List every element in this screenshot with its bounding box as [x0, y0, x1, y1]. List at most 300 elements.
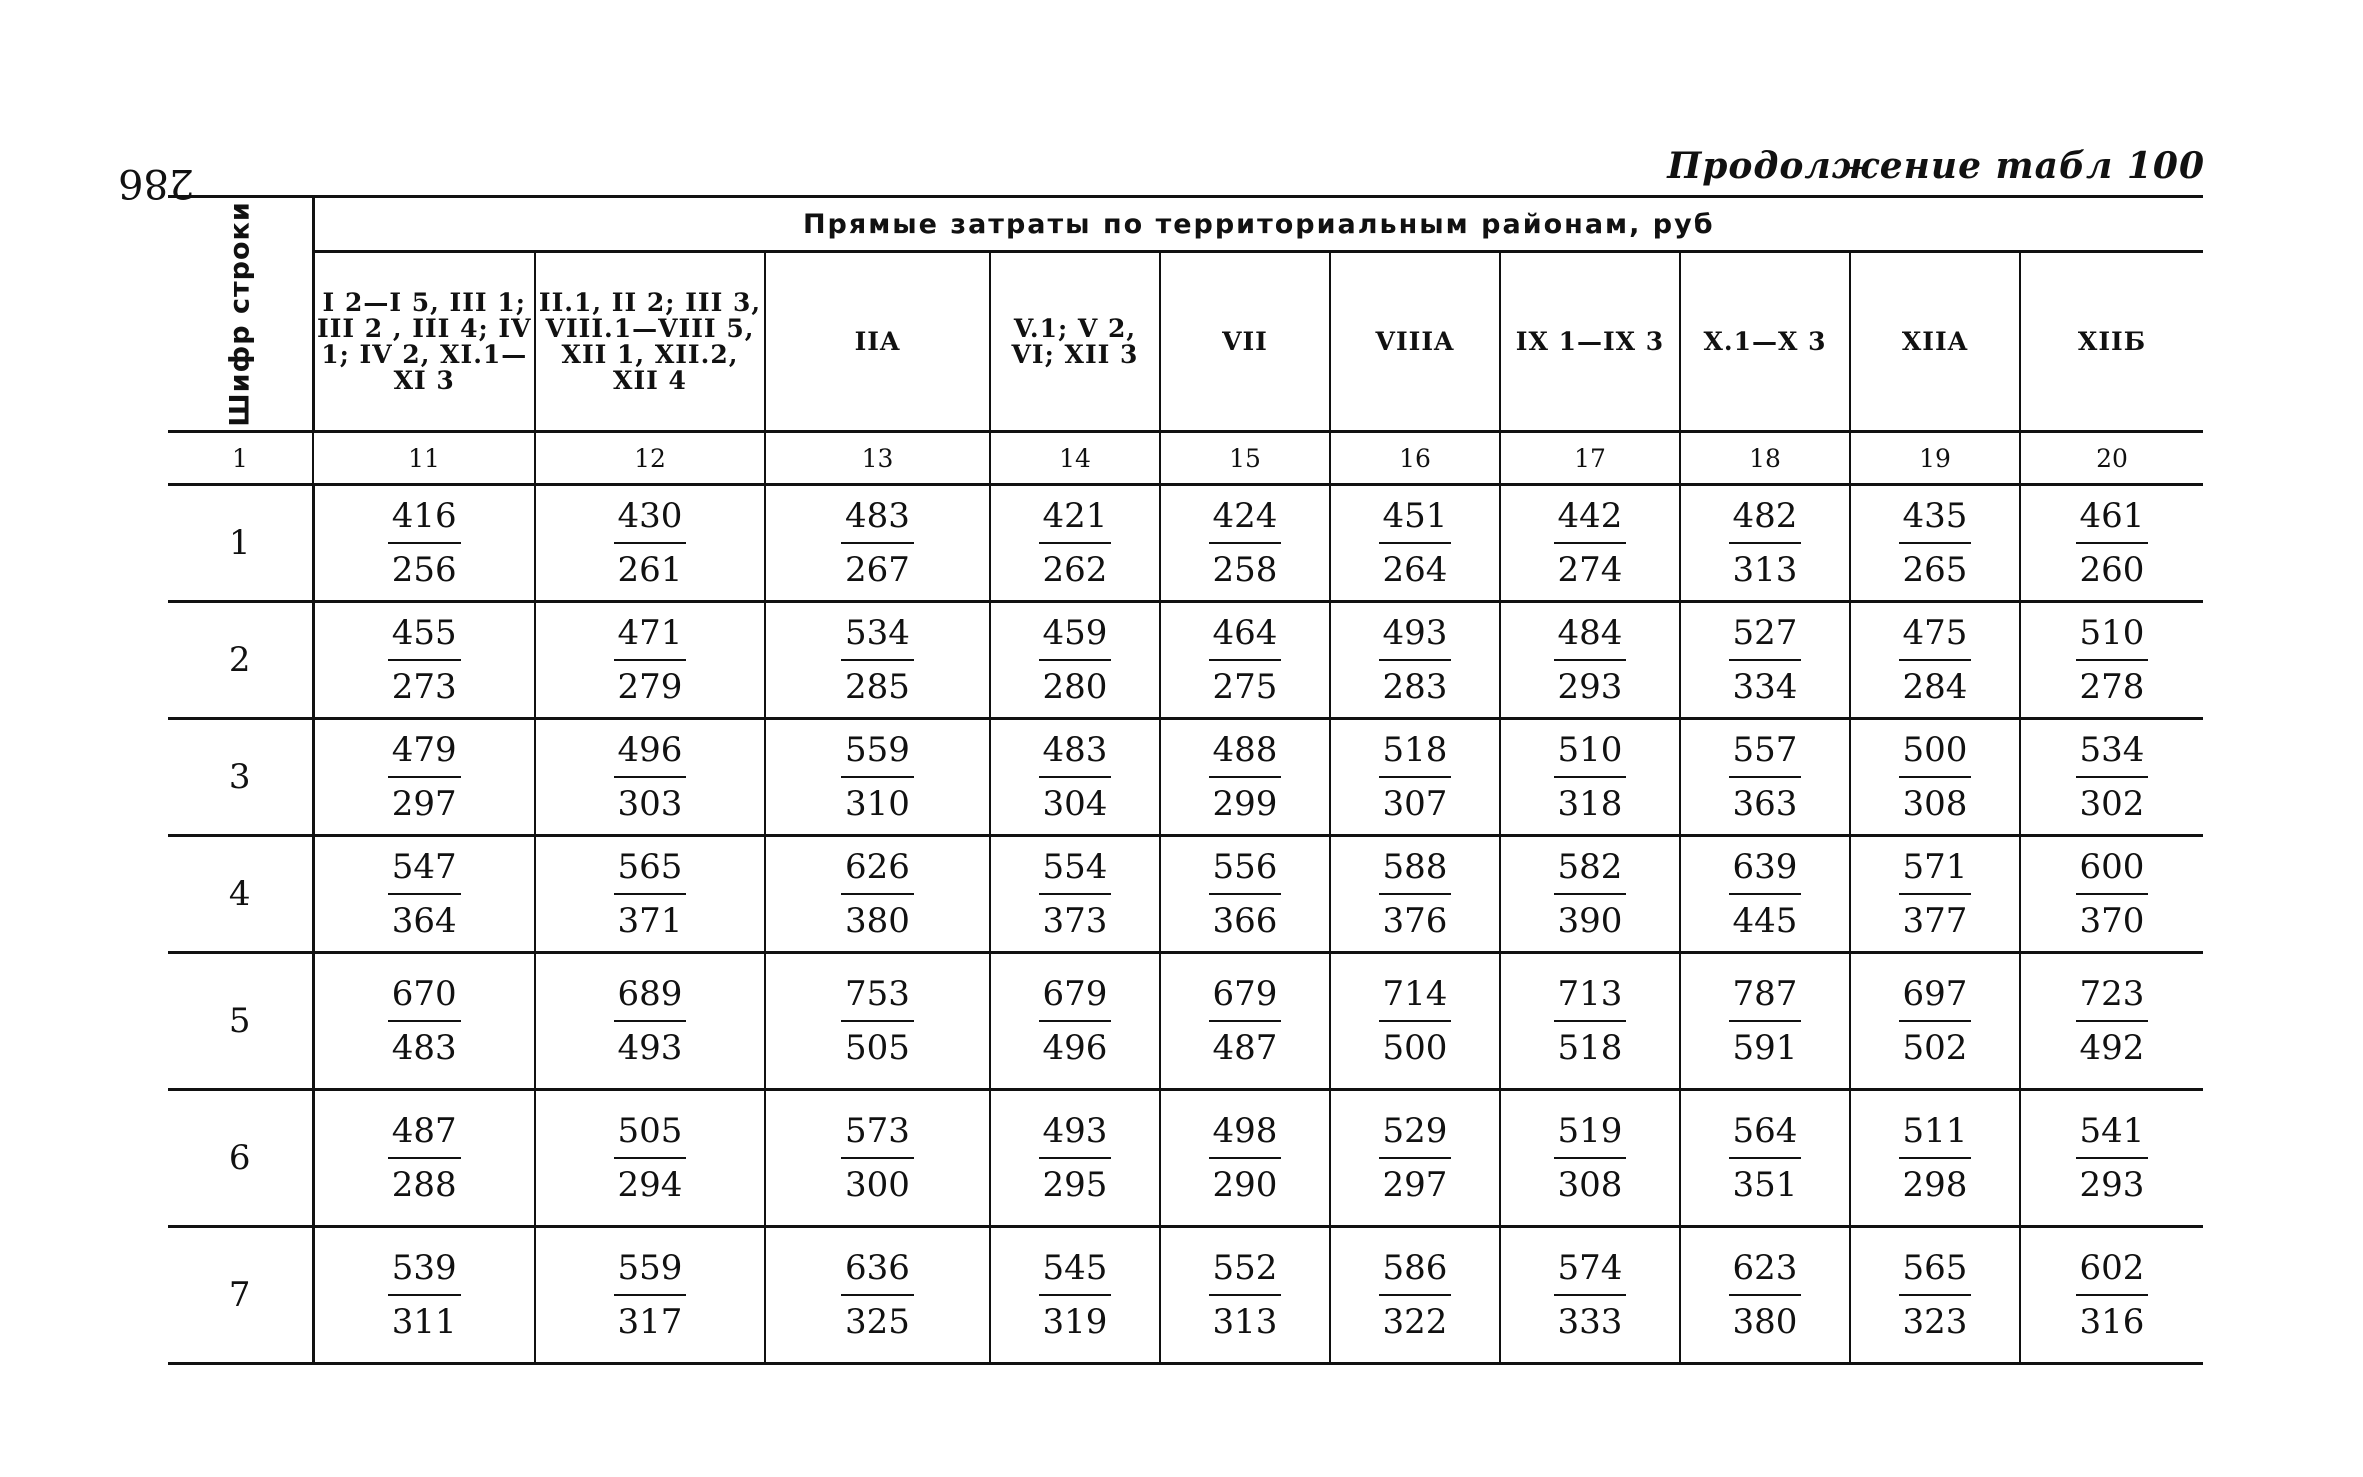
region-header: XIIБ [2020, 252, 2203, 432]
cost-cell [990, 953, 1160, 1090]
cost-denominator: 500 [1382, 1028, 1448, 1068]
cost-numerator: 586 [1379, 1242, 1452, 1296]
cost-fraction [1039, 607, 1112, 713]
cost-fraction [2076, 1105, 2149, 1211]
cost-fraction [614, 968, 687, 1074]
cost-denominator: 288 [391, 1165, 457, 1205]
cost-numerator: 534 [841, 607, 914, 661]
cost-numerator: 714 [1379, 968, 1452, 1022]
cost-denominator: 262 [1042, 550, 1108, 590]
row-code: 3 [168, 719, 313, 836]
cost-denominator: 256 [391, 550, 457, 590]
cost-cell [2020, 836, 2203, 953]
cost-fraction [388, 490, 461, 596]
cost-denominator: 333 [1557, 1302, 1623, 1342]
cost-cell [1850, 485, 2020, 602]
cost-cell [1500, 1227, 1680, 1364]
cost-numerator: 529 [1379, 1105, 1452, 1159]
cost-fraction [1729, 968, 1802, 1074]
region-header: V.1; V 2, VI; XII 3 [990, 252, 1160, 432]
cost-cell [1160, 1227, 1330, 1364]
cost-fraction [1899, 841, 1972, 947]
cost-denominator: 295 [1042, 1165, 1108, 1205]
cost-denominator: 300 [845, 1165, 910, 1205]
cost-denominator: 279 [617, 667, 683, 707]
cost-numerator: 547 [388, 841, 461, 895]
table-row [168, 485, 2203, 602]
cost-denominator: 319 [1042, 1302, 1108, 1342]
cost-denominator: 370 [2079, 901, 2145, 941]
cost-denominator: 323 [1902, 1302, 1968, 1342]
cost-cell [313, 953, 535, 1090]
region-header: VII [1160, 252, 1330, 432]
cost-numerator: 697 [1899, 968, 1972, 1022]
cost-numerator: 539 [388, 1242, 461, 1296]
cost-numerator: 554 [1039, 841, 1112, 895]
cost-numerator: 626 [841, 841, 914, 895]
cost-numerator: 556 [1209, 841, 1282, 895]
cost-denominator: 278 [2079, 667, 2145, 707]
cost-numerator: 565 [1899, 1242, 1972, 1296]
cost-cell [313, 1227, 535, 1364]
cost-numerator: 442 [1554, 490, 1627, 544]
cost-fraction [1039, 1105, 1112, 1211]
page-number: 286 [118, 160, 195, 206]
cost-cell [765, 602, 990, 719]
column-number: 18 [1680, 432, 1850, 485]
table-row [168, 953, 2203, 1090]
cost-cell [1330, 836, 1500, 953]
cost-numerator: 483 [1039, 724, 1112, 778]
cost-fraction [2076, 1242, 2149, 1348]
cost-denominator: 376 [1382, 901, 1448, 941]
cost-cell [535, 602, 765, 719]
cost-numerator: 565 [614, 841, 687, 895]
cost-cell [1330, 719, 1500, 836]
cost-fraction [614, 1242, 687, 1348]
cost-table [168, 195, 2203, 1365]
cost-numerator: 430 [614, 490, 687, 544]
cost-numerator: 559 [841, 724, 914, 778]
cost-fraction [1209, 607, 1282, 713]
cost-numerator: 471 [614, 607, 687, 661]
cost-numerator: 455 [388, 607, 461, 661]
cost-fraction [1209, 1242, 1282, 1348]
row-code: 6 [168, 1090, 313, 1227]
cost-fraction [1554, 1105, 1627, 1211]
cost-numerator: 557 [1729, 724, 1802, 778]
column-number: 11 [313, 432, 535, 485]
cost-denominator: 265 [1902, 550, 1968, 590]
cost-numerator: 510 [2076, 607, 2149, 661]
cost-cell [1500, 719, 1680, 836]
table-row [168, 602, 2203, 719]
cost-numerator: 461 [2076, 490, 2149, 544]
cost-denominator: 373 [1042, 901, 1108, 941]
cost-numerator: 496 [614, 724, 687, 778]
cost-fraction [1379, 490, 1452, 596]
cost-denominator: 299 [1212, 784, 1278, 824]
cost-numerator: 571 [1899, 841, 1972, 895]
cost-numerator: 416 [388, 490, 461, 544]
cost-cell [1330, 953, 1500, 1090]
cost-cell [1330, 1090, 1500, 1227]
cost-numerator: 670 [388, 968, 461, 1022]
cost-fraction [841, 724, 914, 830]
cost-numerator: 488 [1209, 724, 1282, 778]
cost-cell [535, 953, 765, 1090]
cost-cell [1160, 836, 1330, 953]
cost-cell [2020, 719, 2203, 836]
cost-numerator: 541 [2076, 1105, 2149, 1159]
cost-numerator: 424 [1209, 490, 1282, 544]
cost-cell [2020, 953, 2203, 1090]
cost-fraction [2076, 607, 2149, 713]
cost-cell [765, 485, 990, 602]
table-row [168, 1090, 2203, 1227]
cost-denominator: 325 [845, 1302, 910, 1342]
cost-fraction [1379, 841, 1452, 947]
cost-denominator: 297 [1382, 1165, 1448, 1205]
cost-fraction [614, 1105, 687, 1211]
cost-numerator: 689 [614, 968, 687, 1022]
column-number: 20 [2020, 432, 2203, 485]
cost-fraction [1729, 1105, 1802, 1211]
cost-numerator: 475 [1899, 607, 1972, 661]
cost-fraction [388, 841, 461, 947]
cost-numerator: 451 [1379, 490, 1452, 544]
cost-numerator: 564 [1729, 1105, 1802, 1159]
cost-fraction [1039, 968, 1112, 1074]
row-code: 4 [168, 836, 313, 953]
cost-numerator: 787 [1729, 968, 1802, 1022]
cost-denominator: 502 [1902, 1028, 1968, 1068]
cost-denominator: 260 [2079, 550, 2145, 590]
cost-denominator: 366 [1212, 901, 1278, 941]
cost-denominator: 483 [391, 1028, 457, 1068]
cost-cell [1160, 602, 1330, 719]
cost-denominator: 273 [391, 667, 457, 707]
cost-fraction [841, 841, 914, 947]
cost-fraction [388, 607, 461, 713]
cost-denominator: 308 [1557, 1165, 1623, 1205]
cost-cell [313, 1090, 535, 1227]
cost-denominator: 280 [1042, 667, 1108, 707]
cost-cell [1160, 1090, 1330, 1227]
cost-denominator: 377 [1902, 901, 1968, 941]
cost-numerator: 574 [1554, 1242, 1627, 1296]
cost-cell [1160, 953, 1330, 1090]
cost-cell [765, 1227, 990, 1364]
cost-denominator: 371 [617, 901, 683, 941]
cost-fraction [2076, 490, 2149, 596]
cost-denominator: 290 [1212, 1165, 1278, 1205]
cost-numerator: 623 [1729, 1242, 1802, 1296]
row-code: 7 [168, 1227, 313, 1364]
region-header: XIIA [1850, 252, 2020, 432]
cost-numerator: 723 [2076, 968, 2149, 1022]
cost-fraction [614, 607, 687, 713]
cost-numerator: 639 [1729, 841, 1802, 895]
cost-fraction [388, 968, 461, 1074]
cost-cell [990, 719, 1160, 836]
cost-fraction [1209, 841, 1282, 947]
cost-cell [1680, 953, 1850, 1090]
cost-denominator: 303 [617, 784, 683, 824]
cost-denominator: 284 [1902, 667, 1968, 707]
cost-fraction [1554, 490, 1627, 596]
cost-fraction [2076, 968, 2149, 1074]
cost-denominator: 274 [1557, 550, 1623, 590]
cost-fraction [1554, 1242, 1627, 1348]
cost-denominator: 313 [1212, 1302, 1278, 1342]
column-number: 13 [765, 432, 990, 485]
row-code: 1 [168, 485, 313, 602]
cost-cell [765, 953, 990, 1090]
cost-fraction [841, 1105, 914, 1211]
cost-denominator: 317 [617, 1302, 683, 1342]
cost-fraction [2076, 841, 2149, 947]
cost-fraction [1209, 1105, 1282, 1211]
region-header: VIIIA [1330, 252, 1500, 432]
cost-denominator: 380 [845, 901, 910, 941]
cost-fraction [388, 724, 461, 830]
cost-fraction [1039, 841, 1112, 947]
cost-cell [313, 836, 535, 953]
cost-denominator: 285 [845, 667, 910, 707]
cost-cell [1160, 485, 1330, 602]
column-number: 14 [990, 432, 1160, 485]
cost-denominator: 283 [1382, 667, 1448, 707]
cost-cell [535, 1227, 765, 1364]
cost-fraction [1209, 968, 1282, 1074]
rowcode-header-label: Шифр строки [224, 201, 256, 427]
cost-fraction [1899, 724, 1972, 830]
cost-fraction [1899, 607, 1972, 713]
cost-numerator: 582 [1554, 841, 1627, 895]
region-header: X.1—X 3 [1680, 252, 1850, 432]
cost-cell [1850, 953, 2020, 1090]
cost-denominator: 390 [1557, 901, 1623, 941]
cost-fraction [1379, 607, 1452, 713]
cost-fraction [1379, 1105, 1452, 1211]
cost-cell [1500, 836, 1680, 953]
cost-numerator: 519 [1554, 1105, 1627, 1159]
cost-cell [1680, 836, 1850, 953]
cost-denominator: 313 [1732, 550, 1798, 590]
cost-cell [535, 1090, 765, 1227]
cost-fraction [1039, 490, 1112, 596]
cost-numerator: 510 [1554, 724, 1627, 778]
cost-cell [1850, 719, 2020, 836]
cost-fraction [1554, 968, 1627, 1074]
cost-cell [1160, 719, 1330, 836]
cost-cell [1680, 1227, 1850, 1364]
cost-denominator: 308 [1902, 784, 1968, 824]
cost-cell [1500, 485, 1680, 602]
cost-numerator: 493 [1039, 1105, 1112, 1159]
cost-fraction [1729, 1242, 1802, 1348]
cost-cell [313, 602, 535, 719]
cost-cell [535, 719, 765, 836]
cost-fraction [1554, 607, 1627, 713]
cost-fraction [1899, 490, 1972, 596]
row-code: 5 [168, 953, 313, 1090]
cost-fraction [1899, 1242, 1972, 1348]
region-header: I 2—I 5, III 1; III 2 , III 4; IV 1; IV 2, XI.1—XI 3 [313, 252, 535, 432]
cost-fraction [388, 1105, 461, 1211]
cost-cell [2020, 1227, 2203, 1364]
cost-fraction [841, 968, 914, 1074]
cost-fraction [1379, 1242, 1452, 1348]
cost-cell [313, 719, 535, 836]
cost-fraction [1729, 490, 1802, 596]
cost-fraction [614, 841, 687, 947]
cost-numerator: 498 [1209, 1105, 1282, 1159]
cost-cell [1500, 1090, 1680, 1227]
cost-denominator: 380 [1732, 1302, 1798, 1342]
cost-numerator: 464 [1209, 607, 1282, 661]
cost-fraction [1209, 724, 1282, 830]
cost-cell [990, 836, 1160, 953]
column-number: 1 [168, 432, 313, 485]
cost-denominator: 302 [2079, 784, 2145, 824]
cost-cell [1500, 953, 1680, 1090]
cost-fraction [1379, 968, 1452, 1074]
cost-numerator: 493 [1379, 607, 1452, 661]
cost-cell [2020, 1090, 2203, 1227]
cost-cell [990, 1090, 1160, 1227]
cost-cell [1680, 719, 1850, 836]
cost-denominator: 293 [2079, 1165, 2145, 1205]
cost-numerator: 679 [1209, 968, 1282, 1022]
cost-denominator: 293 [1557, 667, 1623, 707]
cost-numerator: 435 [1899, 490, 1972, 544]
cost-cell [1850, 1227, 2020, 1364]
cost-denominator: 275 [1212, 667, 1278, 707]
cost-cell [535, 836, 765, 953]
cost-cell [990, 1227, 1160, 1364]
cost-numerator: 479 [388, 724, 461, 778]
table-row [168, 836, 2203, 953]
cost-cell [1330, 1227, 1500, 1364]
table-row [168, 1227, 2203, 1364]
cost-numerator: 753 [841, 968, 914, 1022]
cost-cell [2020, 602, 2203, 719]
cost-numerator: 505 [614, 1105, 687, 1159]
row-code: 2 [168, 602, 313, 719]
cost-cell [2020, 485, 2203, 602]
cost-fraction [1729, 724, 1802, 830]
cost-cell [1680, 1090, 1850, 1227]
cost-denominator: 264 [1382, 550, 1448, 590]
column-number: 12 [535, 432, 765, 485]
cost-cell [990, 602, 1160, 719]
cost-cell [990, 485, 1160, 602]
column-number: 17 [1500, 432, 1680, 485]
cost-denominator: 322 [1382, 1302, 1448, 1342]
cost-denominator: 316 [2079, 1302, 2145, 1342]
cost-denominator: 487 [1212, 1028, 1278, 1068]
cost-fraction [614, 724, 687, 830]
cost-fraction [1039, 724, 1112, 830]
table-caption: Продолжение табл 100 [1667, 145, 2205, 187]
cost-denominator: 334 [1732, 667, 1798, 707]
cost-denominator: 363 [1732, 784, 1798, 824]
cost-numerator: 527 [1729, 607, 1802, 661]
cost-fraction [1899, 1105, 1972, 1211]
cost-denominator: 307 [1382, 784, 1448, 824]
cost-denominator: 258 [1212, 550, 1278, 590]
cost-cell [1680, 602, 1850, 719]
cost-cell [1680, 485, 1850, 602]
cost-cell [1330, 602, 1500, 719]
cost-numerator: 421 [1039, 490, 1112, 544]
cost-numerator: 552 [1209, 1242, 1282, 1296]
cost-fraction [841, 1242, 914, 1348]
cost-cell [1500, 602, 1680, 719]
cost-fraction [1729, 607, 1802, 713]
cost-numerator: 483 [841, 490, 914, 544]
column-number: 16 [1330, 432, 1500, 485]
cost-denominator: 351 [1732, 1165, 1798, 1205]
region-header: IIA [765, 252, 990, 432]
cost-numerator: 713 [1554, 968, 1627, 1022]
cost-cell [765, 836, 990, 953]
cost-denominator: 261 [617, 550, 683, 590]
cost-denominator: 318 [1557, 784, 1623, 824]
cost-cell [313, 485, 535, 602]
cost-numerator: 636 [841, 1242, 914, 1296]
cost-fraction [1209, 490, 1282, 596]
cost-fraction [388, 1242, 461, 1348]
cost-numerator: 459 [1039, 607, 1112, 661]
cost-fraction [1039, 1242, 1112, 1348]
rowcode-header [168, 197, 313, 432]
cost-denominator: 304 [1042, 784, 1108, 824]
cost-denominator: 267 [845, 550, 910, 590]
cost-numerator: 487 [388, 1105, 461, 1159]
cost-denominator: 518 [1557, 1028, 1623, 1068]
cost-cell [1850, 602, 2020, 719]
cost-denominator: 492 [2079, 1028, 2145, 1068]
cost-denominator: 298 [1902, 1165, 1968, 1205]
cost-denominator: 297 [391, 784, 457, 824]
cost-denominator: 445 [1732, 901, 1798, 941]
cost-denominator: 505 [845, 1028, 910, 1068]
cost-numerator: 679 [1039, 968, 1112, 1022]
table-row [168, 719, 2203, 836]
cost-numerator: 518 [1379, 724, 1452, 778]
cost-denominator: 496 [1042, 1028, 1108, 1068]
cost-denominator: 591 [1732, 1028, 1798, 1068]
cost-fraction [2076, 724, 2149, 830]
cost-fraction [1729, 841, 1802, 947]
cost-denominator: 294 [617, 1165, 683, 1205]
cost-fraction [1379, 724, 1452, 830]
cost-numerator: 545 [1039, 1242, 1112, 1296]
cost-cell [535, 485, 765, 602]
cost-numerator: 511 [1899, 1105, 1972, 1159]
cost-numerator: 588 [1379, 841, 1452, 895]
cost-numerator: 482 [1729, 490, 1802, 544]
column-number: 19 [1850, 432, 2020, 485]
cost-fraction [1899, 968, 1972, 1074]
cost-denominator: 310 [845, 784, 910, 824]
cost-fraction [1554, 841, 1627, 947]
region-header: IX 1—IX 3 [1500, 252, 1680, 432]
cost-denominator: 311 [391, 1302, 457, 1342]
